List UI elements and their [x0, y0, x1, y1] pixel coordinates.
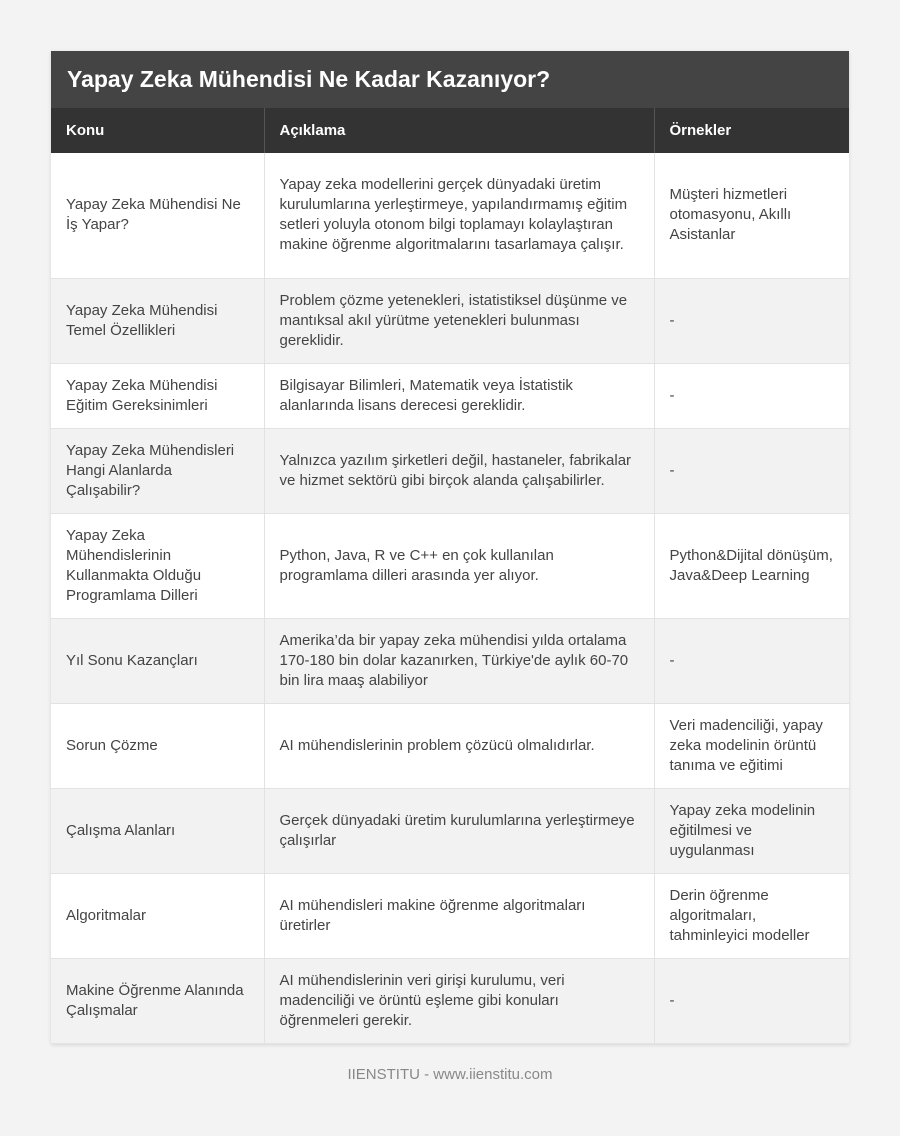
- cell-konu: Yapay Zeka Mühendislerinin Kullanmakta Olduğu Programlama Dilleri: [51, 513, 264, 618]
- header-row: [51, 108, 849, 153]
- page-title: Yapay Zeka Mühendisi Ne Kadar Kazanıyor?: [51, 51, 849, 108]
- cell-konu: Çalışma Alanları: [51, 788, 264, 873]
- cell-aciklama: Yalnızca yazılım şirketleri değil, hastaneler, fabrikalar ve hizmet sektörü gibi birçok alanda çalışabilirler.: [264, 428, 654, 513]
- column-header-aciklama: Açıklama: [264, 108, 654, 153]
- cell-aciklama: AI mühendisleri makine öğrenme algoritmaları üretirler: [264, 873, 654, 958]
- table-row: [51, 958, 849, 1043]
- cell-aciklama: Yapay zeka modellerini gerçek dünyadaki üretim kurulumlarına yerleştirmeye, yapılandırmamış eğitim setleri yoluyla otonom bilgi toplamayı kolaylaştıran makine öğrenme algoritmalarını tasarlamaya çalışır.: [264, 153, 654, 278]
- cell-aciklama: Bilgisayar Bilimleri, Matematik veya İstatistik alanlarında lisans derecesi gereklidir.: [264, 363, 654, 428]
- cell-aciklama: AI mühendislerinin veri girişi kurulumu, veri madenciliği ve örüntü eşleme gibi konuları öğrenmeleri gerekir.: [264, 958, 654, 1043]
- table-row: [51, 153, 849, 278]
- cell-konu: Yapay Zeka Mühendisi Temel Özellikleri: [51, 278, 264, 363]
- cell-aciklama: Gerçek dünyadaki üretim kurulumlarına yerleştirmeye çalışırlar: [264, 788, 654, 873]
- cell-ornekler: -: [654, 618, 849, 703]
- cell-ornekler: -: [654, 958, 849, 1043]
- cell-ornekler: Python&Dijital dönüşüm, Java&Deep Learning: [654, 513, 849, 618]
- cell-ornekler: -: [654, 428, 849, 513]
- cell-konu: Algoritmalar: [51, 873, 264, 958]
- cell-konu: Yapay Zeka Mühendisi Ne İş Yapar?: [51, 153, 264, 278]
- cell-ornekler: -: [654, 278, 849, 363]
- table-row: [51, 873, 849, 958]
- cell-konu: Yapay Zeka Mühendisi Eğitim Gereksinimleri: [51, 363, 264, 428]
- cell-ornekler: -: [654, 363, 849, 428]
- cell-ornekler: Müşteri hizmetleri otomasyonu, Akıllı Asistanlar: [654, 153, 849, 278]
- cell-ornekler: Yapay zeka modelinin eğitilmesi ve uygulanması: [654, 788, 849, 873]
- cell-ornekler: Veri madenciliği, yapay zeka modelinin örüntü tanıma ve eğitimi: [654, 703, 849, 788]
- cell-ornekler: Derin öğrenme algoritmaları, tahminleyici modeller: [654, 873, 849, 958]
- cell-aciklama: Amerika’da bir yapay zeka mühendisi yılda ortalama 170-180 bin dolar kazanırken, Türkiye'de aylık 60-70 bin lira maaş alabiliyor: [264, 618, 654, 703]
- column-header-ornekler: Örnekler: [654, 108, 849, 153]
- cell-aciklama: Problem çözme yetenekleri, istatistiksel düşünme ve mantıksal akıl yürütme yetenekleri bulunması gereklidir.: [264, 278, 654, 363]
- table-row: [51, 618, 849, 703]
- cell-aciklama: Python, Java, R ve C++ en çok kullanılan programlama dilleri arasında yer alıyor.: [264, 513, 654, 618]
- table-row: [51, 278, 849, 363]
- table-row: [51, 703, 849, 788]
- data-table: [51, 108, 849, 1044]
- cell-aciklama: AI mühendislerinin problem çözücü olmalıdırlar.: [264, 703, 654, 788]
- cell-konu: Makine Öğrenme Alanında Çalışmalar: [51, 958, 264, 1043]
- footer-credit: IIENSTITU - www.iienstitu.com: [347, 1066, 553, 1083]
- table-row: [51, 428, 849, 513]
- table-card: [51, 51, 849, 1044]
- table-row: [51, 363, 849, 428]
- table-row: [51, 513, 849, 618]
- table-row: [51, 788, 849, 873]
- column-header-konu: Konu: [51, 108, 264, 153]
- cell-konu: Yıl Sonu Kazançları: [51, 618, 264, 703]
- cell-konu: Sorun Çözme: [51, 703, 264, 788]
- cell-konu: Yapay Zeka Mühendisleri Hangi Alanlarda Çalışabilir?: [51, 428, 264, 513]
